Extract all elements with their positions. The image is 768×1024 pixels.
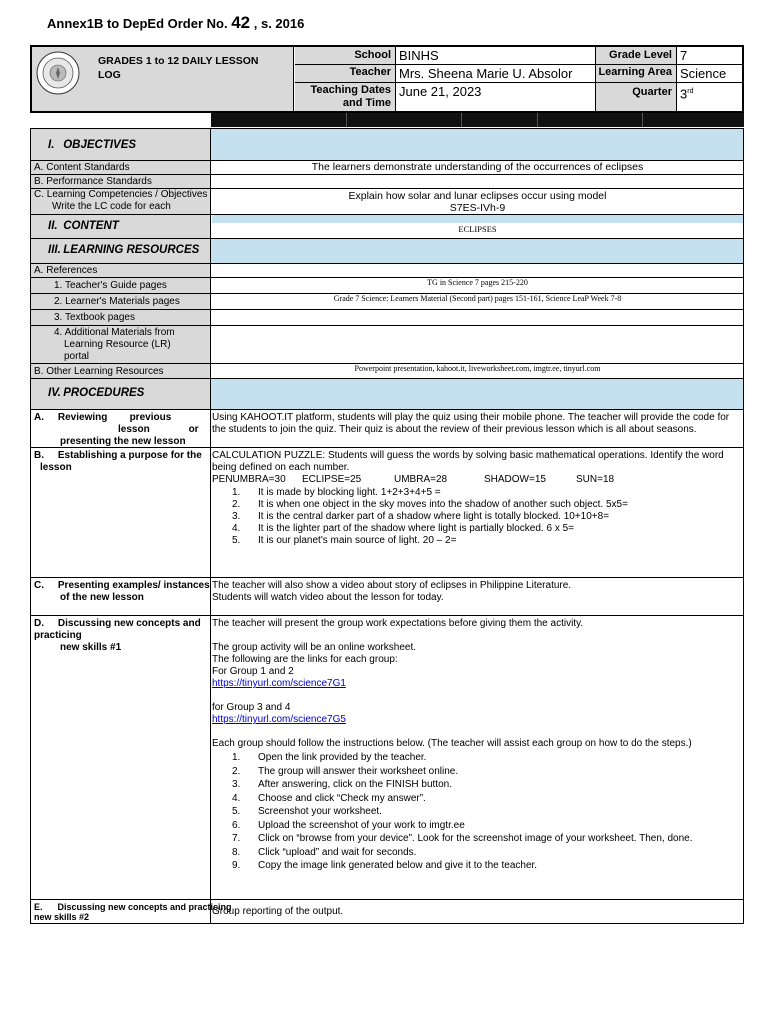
teachers-guide-value: TG in Science 7 pages 215-220 [211, 278, 744, 293]
grade-level-label: Grade Level [595, 47, 677, 64]
teaching-dates-value: June 21, 2023 [399, 84, 482, 99]
other-resources-row [30, 364, 744, 379]
list-item: 6. Upload the screenshot of your work to imgtr.ee [232, 819, 465, 831]
procedure-b-value: CALCULATION PUZZLE: Students will guess the words by solving basic mathematical operations. Identify the word being defined on each number. PENUMBRA=30 ECLIPSE=25 UMBRA=28 SHADOW=15 SUN=18 1. It is made by blocking light. 1+2+3+4+5 = 2. It is when one object in the sky moves into the shadow of another such object. 5x5= 3. It is the central darker part of a shadow where light is totally blocked. 10+10+8= 4. It is the lighter part of the shadow where light is partially blocked. 6 x 5= 5. It is our planet's main source of light. 20 – 2= [211, 448, 744, 577]
list-item: 4. It is the lighter part of the shadow where light is partially blocked. 6 x 5= [232, 523, 575, 534]
list-item: 5. It is our planet's main source of light. 20 – 2= [232, 535, 457, 546]
learners-materials-label: 2. Learner's Materials pages [30, 294, 211, 309]
learning-resources-section-row [30, 239, 744, 264]
list-item: 2. The group will answer their worksheet online. [232, 765, 459, 777]
content-standards-value: The learners demonstrate understanding of the occurrences of eclipses [211, 161, 744, 174]
teaching-dates-label: Teaching Dates and Time [295, 82, 396, 111]
textbook-row [30, 310, 744, 326]
quarter-value: 3rd [680, 86, 694, 102]
additional-materials-row [30, 326, 744, 364]
list-item: 3. It is the central darker part of a shadow where light is totally blocked. 10+10+8= [232, 511, 610, 522]
group-2-link[interactable]: https://tinyurl.com/science7G5 [212, 714, 346, 725]
header-title-block [32, 47, 294, 111]
learning-area-value: Science [680, 66, 727, 81]
list-item: 7. Click on “browse from your device”. Look for the screenshot image of your worksheet. Then, done. [232, 833, 693, 844]
performance-standards-label: B. Performance Standards [30, 175, 211, 188]
school-value: BINHS [399, 48, 439, 63]
learning-competencies-row [30, 189, 744, 215]
procedure-a-row [30, 410, 744, 448]
list-item: 9. Copy the image link generated below and give it to the teacher. [232, 860, 538, 871]
teacher-value: Mrs. Sheena Marie U. Absolor [399, 66, 573, 81]
procedures-section-row [30, 379, 744, 410]
other-resources-value: Powerpoint presentation, kahoot.it, liveworksheet.com, imgtr.ee, tinyurl.com [211, 364, 744, 378]
references-label: A. References [30, 264, 211, 277]
performance-standards-row [30, 175, 744, 189]
procedure-b-row [30, 448, 744, 578]
content-heading: II. CONTENT [30, 215, 211, 238]
procedure-d-row [30, 616, 744, 900]
school-label: School [295, 47, 396, 64]
procedure-b-label: B. Establishing a purpose for the lesson [30, 448, 211, 577]
lesson-log-header [30, 45, 744, 113]
list-item: 8. Click “upload” and wait for seconds. [232, 846, 417, 858]
learning-competencies-value: Explain how solar and lunar eclipses occur using model S7ES-IVh-9 [211, 189, 744, 214]
procedure-c-row [30, 578, 744, 616]
procedure-a-label: A. Reviewing previous lesson or presenting the new lesson [30, 410, 211, 447]
content-standards-label: A. Content Standards [30, 161, 211, 174]
learners-materials-row [30, 294, 744, 310]
procedure-e-label: E. Discussing new concepts and practicing new skills #2 [30, 900, 211, 923]
content-value: ECLIPSES [458, 224, 497, 234]
deped-seal-icon [36, 51, 80, 95]
list-item: 5. Screenshot your worksheet. [232, 806, 382, 817]
grade-level-value: 7 [680, 48, 688, 63]
additional-materials-label: 4. Additional Materials from Learning Resource (LR) portal [30, 326, 211, 363]
annex-title: Annex1B to DepEd Order No. 42 , s. 2016 [47, 13, 305, 32]
content-value-cell [211, 215, 744, 238]
learning-competencies-label: C. Learning Competencies / Objectives Write the LC code for each [30, 189, 211, 214]
teachers-guide-label: 1. Teacher's Guide pages [30, 278, 211, 293]
puzzle-items-list [232, 487, 743, 547]
teacher-label: Teacher [295, 64, 396, 82]
list-item: 2. It is when one object in the sky moves into the shadow of another such object. 5x5= [232, 499, 628, 510]
lesson-log-title: GRADES 1 to 12 DAILY LESSON LOG [98, 55, 259, 81]
worksheet-steps-list [232, 751, 743, 873]
content-standards-row [30, 161, 744, 175]
procedure-d-value: The teacher will present the group work expectations before giving them the activity. The group activity will be an online worksheet. The following are the links for each group: For Group 1 and 2 https://tinyurl.com/science7G1 for Group 3 and 4 https://tinyurl.com/science7G5 Each group should follow the instructions below. (The teacher will assist each group on how to do the steps.) 1. Open the link provided by the teacher. 2. The group will answer their worksheet online. 3. After answering, click on the FINISH button. 4. Choose and click “Check my answer”. 5. Screenshot your worksheet. 6. Upload the screenshot of your work to imgtr.ee 7. Click on “browse from your device”. Look for the screenshot image of your worksheet. Then, done. 8. Click “upload” and wait for seconds. 9. Copy the image link generated below and give it to the teacher. [211, 616, 744, 899]
teachers-guide-row [30, 278, 744, 294]
procedure-c-value: The teacher will also show a video about story of eclipses in Philippine Literature. Students will watch video about the lesson for today. [211, 578, 744, 615]
learners-materials-value: Grade 7 Science: Learners Material (Second part) pages 151-161, Science LeaP Week 7-8 [211, 294, 744, 309]
list-item: 1. Open the link provided by the teacher. [232, 752, 427, 763]
day-columns-bar [211, 113, 744, 127]
quarter-label: Quarter [595, 82, 677, 111]
list-item: 4. Choose and click “Check my answer”. [232, 792, 426, 804]
procedures-heading: IV. PROCEDURES [30, 379, 211, 409]
procedure-e-row [30, 900, 744, 924]
textbook-label: 3. Textbook pages [30, 310, 211, 325]
learning-resources-heading: III. LEARNING RESOURCES [30, 239, 211, 263]
procedure-e-value: Group reporting of the output. [211, 900, 744, 923]
learning-area-label: Learning Area [595, 64, 677, 82]
group-1-link[interactable]: https://tinyurl.com/science7G1 [212, 678, 346, 689]
other-resources-label: B. Other Learning Resources [30, 364, 211, 378]
objectives-heading: I. OBJECTIVES [30, 129, 211, 160]
list-item: 3. After answering, click on the FINISH button. [232, 779, 452, 790]
answer-key-line: PENUMBRA=30 ECLIPSE=25 UMBRA=28 SHADOW=15 SUN=18 [212, 474, 615, 485]
objectives-section-row [30, 128, 744, 161]
content-section-row [30, 215, 744, 239]
day-columns-strip [30, 113, 744, 128]
procedure-d-label: D. Discussing new concepts and practicing new skills #1 [30, 616, 211, 899]
list-item: 1. It is made by blocking light. 1+2+3+4+5 = [232, 487, 441, 498]
procedure-a-value: Using KAHOOT.IT platform, students will play the quiz using their mobile phone. The teacher will provide the code for the students to join the quiz. Their quiz is about the review of their previous lesson which is all about seasons. [211, 410, 744, 447]
references-row [30, 264, 744, 278]
procedure-c-label: C. Presenting examples/ instances of the new lesson [30, 578, 211, 615]
